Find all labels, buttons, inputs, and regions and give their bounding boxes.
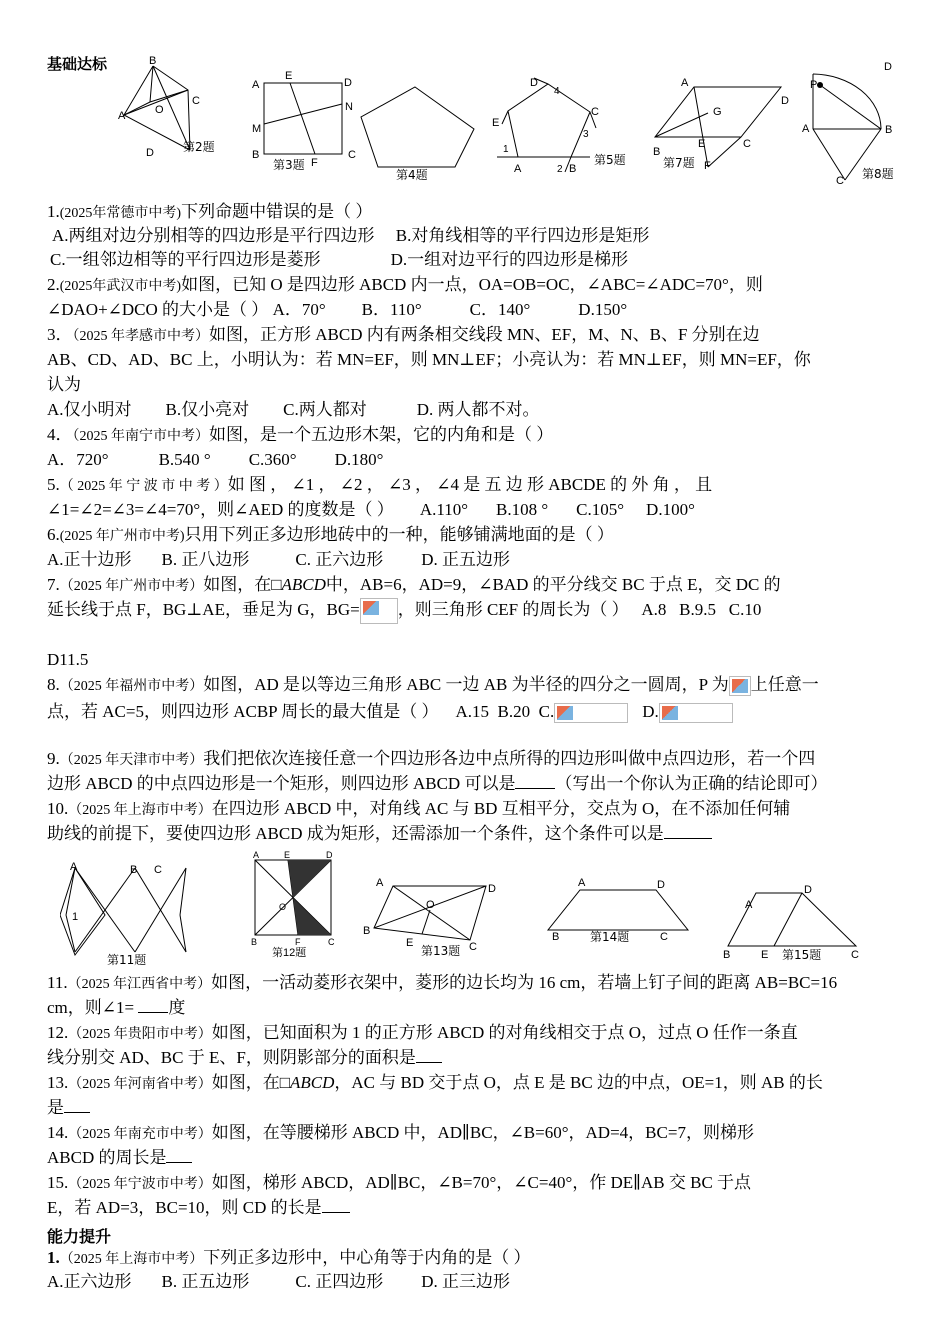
fig12-label-b: B (251, 937, 258, 947)
fig5-label-4: 4 (554, 86, 560, 97)
text-fragment (662, 706, 678, 720)
text-fragment: （2025 年广州市中考） (59, 579, 204, 594)
text-fragment: C.10 (728, 600, 762, 619)
q8-stem-2 (47, 700, 733, 724)
q13-stem-2 (47, 1096, 90, 1120)
p1-stem (47, 1246, 531, 1272)
answer-blank (64, 1098, 90, 1113)
fig5-caption: 第5题 (594, 153, 626, 167)
fig8-label-c: C (836, 175, 844, 187)
q6-stem (47, 523, 614, 549)
text-fragment: 1. (47, 202, 60, 221)
text-fragment: 9. (47, 749, 60, 768)
text-fragment: （写出一个你认为正确的结论即可） (555, 774, 828, 793)
fig2-label-a: A (118, 110, 126, 122)
answer-blank (515, 774, 555, 789)
text-fragment: (2025年常德市中考) (59, 206, 182, 221)
fig15-caption: 第15题 (782, 948, 822, 962)
text-fragment: （ 2025 年 宁 波 市 中 考 ） (59, 479, 228, 494)
text-fragment: B.仅小亮对 (165, 400, 250, 419)
figure-q4 (361, 87, 474, 167)
fig5-label-c: C (591, 106, 599, 118)
fig8-caption: 第8题 (862, 167, 894, 181)
fig12-label-f: F (295, 937, 301, 947)
figure-q13 (374, 886, 486, 940)
text-fragment: A.正六边形 (47, 1272, 132, 1291)
text-fragment: 2. (47, 275, 60, 294)
text-fragment: D. (642, 702, 659, 721)
text-fragment: A．70° (272, 300, 326, 319)
text-fragment: （2025 年宁波市中考） (68, 1177, 212, 1192)
formula-image-placeholder (360, 598, 398, 624)
q3-stem (47, 323, 760, 349)
text-fragment: 10. (47, 799, 69, 818)
text-fragment: 12. (47, 1023, 69, 1042)
fig15-label-b: B (723, 949, 731, 961)
fig3-label-c: C (348, 149, 356, 161)
q2-stem (47, 273, 763, 299)
fig12-label-c: C (328, 937, 335, 947)
text-fragment (732, 679, 748, 693)
text-fragment: B.20 (497, 702, 531, 721)
text-fragment: (2025 年广州市中考) (59, 529, 185, 544)
text-fragment: B. 正五边形 (161, 1272, 250, 1291)
answer-blank (322, 1198, 350, 1213)
text-fragment: （2025 年孝感市中考） (72, 329, 209, 344)
text-fragment: 如图，已知面积为 1 的正方形 ABCD 的对角线相交于点 O，过点 O 任作一条直 (211, 1023, 798, 1042)
text-fragment: □ABCD (279, 1073, 335, 1092)
fig8-label-d: D (884, 61, 892, 73)
fig3-label-a: A (252, 79, 260, 91)
q1-stem (47, 200, 372, 226)
text-fragment: 14. (47, 1123, 69, 1142)
text-fragment: 15. (47, 1173, 69, 1192)
q10-stem-2 (47, 822, 712, 846)
fig7-label-f: F (704, 160, 711, 172)
fig7-label-c: C (743, 138, 751, 150)
fig2-label-b: B (149, 55, 157, 67)
q12-stem-2 (47, 1046, 442, 1070)
text-fragment: A.两组对边分别相等的四边形是平行四边形 (52, 226, 375, 245)
fig5-label-3: 3 (583, 129, 589, 140)
text-fragment: B. 正八边形 (161, 550, 250, 569)
text-fragment: （2025 年天津市中考） (59, 753, 204, 768)
text-fragment: （2025 年江西省中考） (67, 977, 212, 992)
fig5-label-d: D (530, 77, 538, 89)
text-fragment: 11. (47, 973, 68, 992)
fig7-label-a: A (681, 77, 689, 89)
fig14-label-c: C (660, 931, 668, 943)
text-fragment: A.仅小明对 (47, 400, 132, 419)
top-figures (110, 52, 910, 187)
text-fragment: 5. (47, 475, 60, 494)
figure-q8 (813, 74, 881, 180)
fig8-point-p (817, 82, 823, 88)
q9-stem-2 (47, 772, 827, 796)
text-fragment: 点，若 AC=5，则四边形 ACBP 周长的最大值是（ ） (47, 702, 439, 721)
text-fragment: 如 图 ， ∠1 ， ∠2 ， ∠3 ， ∠4 是 五 边 形 ABCDE 的 外 角 ， 且 (227, 475, 713, 494)
text-fragment: 3． (47, 325, 73, 344)
q11-stem (47, 971, 837, 997)
fig7-label-b: B (653, 146, 661, 158)
fig11-label-1: 1 (72, 911, 79, 923)
text-fragment: C．140° (469, 300, 531, 319)
text-fragment: 是 (47, 1098, 64, 1117)
q10-stem (47, 797, 790, 823)
fig14-label-a: A (578, 877, 586, 889)
middle-figures (60, 848, 890, 966)
fig14-label-d: D (657, 879, 665, 891)
fig15-label-a: A (745, 899, 753, 911)
text-fragment: （2025 年南充市中考） (68, 1127, 212, 1142)
text-fragment: 如图，梯形 ABCD，AD∥BC，∠B=70°，∠C=40°，作 DE∥AB 交 BC 于点 (211, 1173, 752, 1192)
fig12-label-d: D (326, 850, 333, 860)
text-fragment: ∠1=∠2=∠3=∠4=70°，则∠AED 的度数是（ ） (47, 500, 394, 519)
text-fragment: 上任意一 (750, 675, 819, 694)
q15-stem-2 (47, 1196, 350, 1220)
text-fragment: B．110° (361, 300, 422, 319)
text-fragment: 如图，已知 O 是四边形 ABCD 内一点，OA=OB=OC，∠ABC=∠ADC=70°，则 (181, 275, 763, 294)
answer-blank (166, 1148, 192, 1163)
text-fragment: 7. (47, 575, 60, 594)
fig3-label-b: B (252, 149, 260, 161)
text-fragment: A.正十边形 (47, 550, 132, 569)
fig12-shade-top (288, 860, 331, 898)
text-fragment: (2025年武汉市中考) (59, 279, 182, 294)
text-fragment: D.100° (646, 500, 695, 519)
fig13-label-o: O (426, 899, 435, 911)
q3-stem-3 (47, 373, 81, 397)
text-fragment: （2025 年河南省中考） (68, 1077, 212, 1092)
fig7-label-d: D (781, 95, 789, 107)
q7-option-d (47, 648, 88, 672)
text-fragment: ∠DAO+∠DCO 的大小是（ ） (47, 300, 269, 319)
text-fragment (363, 601, 379, 615)
fig5-label-a: A (514, 163, 522, 175)
figure-q7 (655, 87, 781, 167)
text-fragment: C. (538, 702, 555, 721)
text-fragment: 线分别交 AD、BC 于 E、F，则阴影部分的面积是 (47, 1048, 416, 1067)
fig13-label-a: A (376, 877, 384, 889)
text-fragment: C. 正四边形 (295, 1272, 384, 1291)
text-fragment: （2025 年上海市中考） (59, 1252, 204, 1267)
fig7-caption: 第7题 (663, 156, 695, 170)
q5-stem-2 (47, 498, 695, 522)
q15-stem (47, 1171, 751, 1197)
q2-stem-2 (47, 298, 627, 322)
q1-options-cd (50, 248, 628, 272)
q14-stem-2 (47, 1146, 192, 1170)
fig8-label-a: A (802, 123, 810, 135)
q1-options-ab (52, 224, 649, 248)
fig11-label-b: B (130, 864, 138, 876)
fig15-label-d: D (804, 884, 812, 896)
text-fragment: C.一组邻边相等的平行四边形是菱形 (50, 250, 321, 269)
fig3-label-f: F (311, 157, 318, 169)
text-fragment: D. 两人都不对。 (416, 400, 540, 419)
fig8-label-b: B (885, 124, 893, 136)
text-fragment: ，则三角形 CEF 的周长为（ ） (397, 600, 629, 619)
text-fragment: E，若 AD=3，BC=10，则 CD 的长是 (47, 1198, 322, 1217)
text-fragment: 下列正多边形中，中心角等于内角的是（ ） (203, 1248, 531, 1267)
text-fragment: ABCD 的周长是 (47, 1148, 167, 1167)
fig7-label-g: G (713, 106, 722, 118)
text-fragment: D11.5 (47, 650, 89, 669)
fig12-caption: 第12题 (272, 947, 307, 959)
text-fragment: 如图，是一个五边形木架，它的内角和是（ ） (209, 425, 554, 444)
answer-blank (416, 1048, 442, 1063)
text-fragment: 认为 (47, 375, 81, 394)
text-fragment: 8. (47, 675, 60, 694)
fig8-label-p: P (810, 79, 818, 91)
q9-stem (47, 747, 815, 773)
text-fragment: A.8 (641, 600, 667, 619)
text-fragment: 如图，在等腰梯形 ABCD 中，AD∥BC，∠B=60°，AD=4，BC=7，则梯形 (211, 1123, 754, 1142)
fig3-label-d: D (344, 77, 352, 89)
text-fragment: cm，则∠1= (47, 998, 135, 1017)
figure-q3 (264, 83, 342, 154)
section-heading-basic: 基础达标 (47, 55, 108, 73)
fig3-label-m: M (252, 123, 262, 135)
text-fragment: 中，AB=6，AD=9，∠BAD 的平分线交 BC 于点 E，交 DC 的 (325, 575, 781, 594)
figure-q5 (497, 78, 596, 172)
q5-stem (47, 473, 712, 499)
q3-stem-2 (47, 348, 811, 372)
text-fragment: C.两人都对 (283, 400, 367, 419)
fig3-label-e: E (285, 70, 293, 82)
text-fragment: 度 (168, 998, 186, 1017)
text-fragment: 6. (47, 525, 60, 544)
fig14-label-b: B (552, 931, 560, 943)
text-fragment: （2025 年南宁市中考） (72, 429, 209, 444)
text-fragment: B.对角线相等的平行四边形是矩形 (395, 226, 650, 245)
fig4-caption: 第4题 (396, 168, 428, 182)
text-fragment: D. 正三边形 (421, 1272, 510, 1291)
text-fragment: D.180° (334, 450, 384, 469)
text-fragment: 下列命题中错误的是（ ） (181, 202, 373, 221)
figure-q11 (60, 868, 186, 955)
text-fragment: C.105° (576, 500, 625, 519)
text-fragment: 延长线于点 F，BG⊥AE，垂足为 G，BG= (47, 600, 360, 619)
q4-options (47, 448, 383, 472)
fig5-label-e: E (492, 117, 500, 129)
fig2-caption: 第2题 (183, 140, 215, 154)
formula-image-placeholder (729, 676, 751, 696)
fig13-label-d: D (488, 883, 496, 895)
fig12-label-e: E (284, 850, 291, 860)
fig2-label-d: D (146, 147, 154, 159)
text-fragment: B.540 ° (158, 450, 211, 469)
text-fragment: □ABCD (271, 575, 326, 594)
q11-stem-2 (47, 996, 185, 1020)
fig11-label-a: A (70, 861, 78, 873)
fig5-label-b: B (569, 163, 577, 175)
fig5-label-1: 1 (503, 144, 509, 155)
p1-options (47, 1270, 510, 1294)
text-fragment: A.15 (455, 702, 490, 721)
text-fragment: D.150° (578, 300, 628, 319)
answer-blank (138, 998, 168, 1013)
fig13-caption: 第13题 (421, 944, 461, 958)
fig14-caption: 第14题 (590, 930, 630, 944)
text-fragment: B.108 ° (496, 500, 549, 519)
fig13-label-c: C (469, 941, 477, 953)
text-fragment: 1. (47, 1248, 60, 1267)
fig7-label-e: E (698, 138, 706, 150)
fig12-label-o: O (279, 902, 287, 912)
formula-image-placeholder (554, 703, 628, 723)
q3-options (47, 398, 540, 422)
fig2-label-c: C (192, 95, 200, 107)
text-fragment: AB、CD、AD、BC 上，小明认为：若 MN=EF，则 MN⊥EF；小亮认为：若 MN⊥EF，则 MN=EF，你 (47, 350, 811, 369)
text-fragment: A．720° (47, 450, 109, 469)
figure-q14 (548, 890, 688, 930)
text-fragment: 助线的前提下，要使四边形 ABCD 成为矩形，还需添加一个条件，这个条件可以是 (47, 824, 664, 843)
text-fragment: 如图，在 (203, 575, 272, 594)
fig15-label-e: E (761, 949, 769, 961)
text-fragment: ，AC 与 BD 交于点 O，点 E 是 BC 边的中点，OE=1，则 AB 的长 (334, 1073, 823, 1092)
text-fragment: 4． (47, 425, 73, 444)
text-fragment: 如图，在 (211, 1073, 280, 1092)
fig3-caption: 第3题 (273, 158, 305, 172)
text-fragment: 如图，一活动菱形衣架中，菱形的边长均为 16 cm，若墙上钉子间的距离 AB=BC=16 (211, 973, 838, 992)
text-fragment: 13. (47, 1073, 69, 1092)
text-fragment: 如图，AD 是以等边三角形 ABC 一边 AB 为半径的四分之一圆周，P 为 (203, 675, 729, 694)
fig3-label-n: N (345, 101, 353, 113)
text-fragment: 边形 ABCD 的中点四边形是一个矩形，则四边形 ABCD 可以是 (47, 774, 516, 793)
fig11-caption: 第11题 (107, 953, 147, 966)
fig11-label-c: C (154, 864, 162, 876)
q7-stem (47, 573, 781, 599)
q6-options (47, 548, 510, 572)
fig2-label-o: O (155, 104, 164, 116)
text-fragment: （2025 年福州市中考） (59, 679, 204, 694)
formula-image-placeholder (659, 703, 733, 723)
fig15-label-c: C (851, 949, 859, 961)
section-heading-advanced: 能力提升 (47, 1227, 112, 1246)
q13-stem (47, 1071, 823, 1097)
text-fragment: A.110° (419, 500, 469, 519)
fig13-label-b: B (363, 925, 371, 937)
fig5-label-2: 2 (557, 164, 563, 175)
q7-stem-2 (47, 598, 761, 624)
text-fragment: 在四边形 ABCD 中，对角线 AC 与 BD 互相平分，交点为 O，在不添加任何辅 (211, 799, 791, 818)
text-fragment: 我们把依次连接任意一个四边形各边中点所得的四边形叫做中点四边形，若一个四 (203, 749, 816, 768)
fig13-label-e: E (406, 937, 414, 949)
q8-stem (47, 673, 819, 699)
text-fragment: 只用下列正多边形地砖中的一种，能够铺满地面的是（ ） (184, 525, 614, 544)
text-fragment: D.一组对边平行的四边形是梯形 (390, 250, 629, 269)
text-fragment: D. 正五边形 (421, 550, 510, 569)
fig12-label-a: A (253, 850, 260, 860)
q14-stem (47, 1121, 754, 1147)
q12-stem (47, 1021, 798, 1047)
text-fragment: （2025 年贵阳市中考） (68, 1027, 212, 1042)
text-fragment: B.9.5 (679, 600, 717, 619)
text-fragment: C. 正六边形 (295, 550, 384, 569)
text-fragment: （2025 年上海市中考） (68, 803, 212, 818)
text-fragment: C.360° (248, 450, 297, 469)
q4-stem (47, 423, 553, 449)
text-fragment: 如图，正方形 ABCD 内有两条相交线段 MN、EF，M、N、B、F 分别在边 (209, 325, 760, 344)
answer-blank (664, 824, 712, 839)
text-fragment (557, 706, 573, 720)
